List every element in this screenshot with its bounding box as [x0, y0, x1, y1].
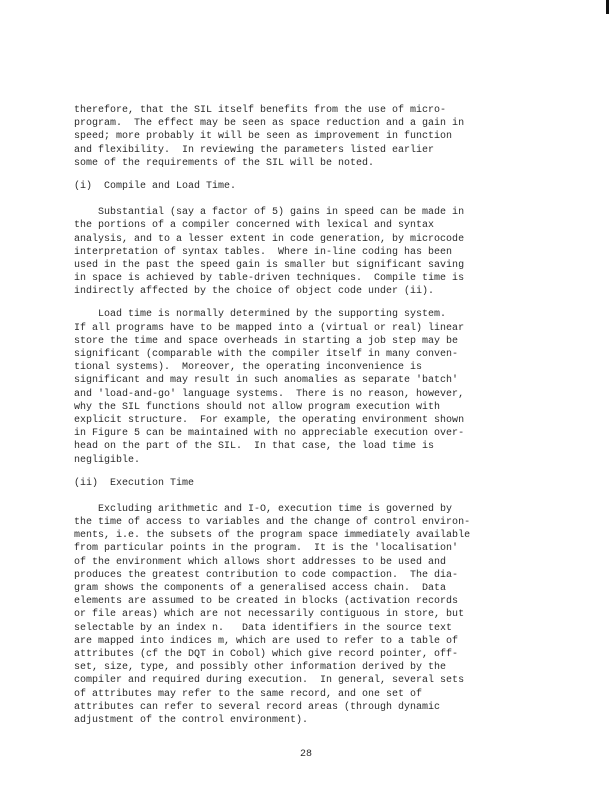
- paragraph-intro: [74, 104, 544, 170]
- text-line: of the environment which allows short addresses to be used and: [74, 556, 447, 568]
- text-line: some of the requirements of the SIL will be noted.: [74, 157, 375, 169]
- text-line: analysis, and to a lesser extent in code generation, by microcode: [74, 233, 465, 245]
- text-line: Substantial (say a factor of 5) gains in speed can be made in: [74, 207, 465, 219]
- text-line: in Figure 5 can be maintained with no appreciable execution over-: [74, 428, 465, 440]
- text-line: used in the past the speed gain is smaller but significant saving: [74, 259, 465, 271]
- paragraph-compile-time: [74, 206, 544, 298]
- text-line: significant and may result in such anomalies as separate 'batch': [74, 375, 459, 387]
- text-line: store the time and space overheads in starting a job step may be: [74, 335, 459, 347]
- text-line: tional systems). Moreover, the operating inconvenience is: [74, 362, 423, 374]
- text-line: produces the greatest contribution to code compaction. The dia-: [74, 569, 459, 581]
- text-line: in space is achieved by table-driven techniques. Compile time is: [74, 273, 465, 285]
- text-line: are mapped into indices m, which are used to refer to a table of: [74, 635, 459, 647]
- text-line: If all programs have to be mapped into a (virtual or real) linear: [74, 322, 465, 334]
- text-line: speed; more probably it will be seen as improvement in function: [74, 131, 453, 143]
- text-line: significant (comparable with the compiler itself in many conven-: [74, 349, 459, 360]
- text-line: the portions of a compiler concerned with lexical and syntax: [74, 220, 435, 232]
- text-line: indirectly affected by the choice of object code under (ii).: [74, 286, 435, 298]
- paragraph-execution-time: [74, 503, 544, 727]
- text-line: or file areas) which are not necessarily contiguous in store, but: [74, 609, 465, 621]
- text-line: interpretation of syntax tables. Where in-line coding has been: [74, 246, 453, 258]
- text-line: and flexibility. In reviewing the parameters listed earlier: [74, 144, 435, 156]
- text-line: adjustment of the control environment).: [74, 714, 309, 726]
- text-line: set, size, type, and possibly other information derived by the: [74, 662, 447, 674]
- text-line: the time of access to variables and the change of control environ-: [74, 517, 471, 529]
- text-line: head on the part of the SIL. In that case, the load time is: [74, 441, 435, 453]
- text-line: program. The effect may be seen as space reduction and a gain in: [74, 118, 465, 130]
- text-line: attributes (cf the DQT in Cobol) which give record pointer, off-: [74, 648, 459, 660]
- text-line: compiler and required during execution. In general, several sets: [74, 675, 465, 687]
- text-line: of attributes may refer to the same record, and one set of: [74, 688, 423, 700]
- paragraph-load-time: [74, 308, 544, 466]
- page-number: 28: [299, 749, 312, 760]
- section-heading-execution-time: (ii) Execution Time: [74, 477, 195, 489]
- text-line: explicit structure. For example, the operating environment shown: [74, 414, 465, 426]
- text-line: negligible.: [74, 454, 141, 466]
- text-line: gram shows the components of a generalised access chain. Data: [74, 583, 447, 594]
- text-line: and 'load-and-go' language systems. There is no reason, however,: [74, 388, 465, 400]
- text-line: attributes can refer to several record areas (through dynamic: [74, 701, 441, 713]
- text-line: therefore, that the SIL itself benefits from the use of micro-: [74, 105, 447, 116]
- text-line: why the SIL functions should not allow program execution with: [74, 401, 441, 413]
- section-heading-compile-load: (i) Compile and Load Time.: [74, 180, 237, 192]
- text-line: selectable by an index n. Data identifiers in the source text: [74, 622, 453, 634]
- text-line: Excluding arithmetic and I-O, execution time is governed by: [74, 503, 453, 515]
- text-line: from particular points in the program. It is the 'localisation': [74, 543, 459, 555]
- text-line: elements are assumed to be created in blocks (activation records: [74, 596, 459, 608]
- text-line: Load time is normally determined by the supporting system.: [74, 309, 447, 321]
- scan-edge-mark: [606, 0, 609, 14]
- document-body: [74, 104, 544, 727]
- text-line: ments, i.e. the subsets of the program space immediately available: [74, 530, 471, 542]
